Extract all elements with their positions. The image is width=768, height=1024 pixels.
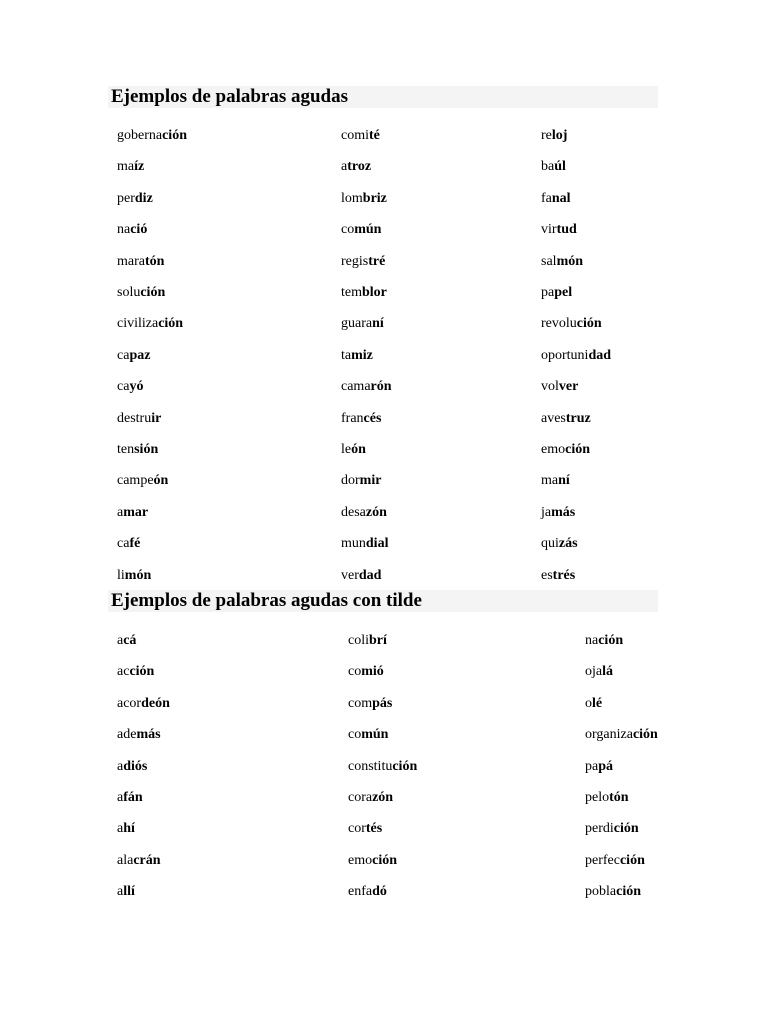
- word-stressed-syllable: troz: [347, 159, 372, 175]
- word-unstressed-part: perdi: [585, 821, 614, 837]
- word-item: [117, 473, 168, 489]
- word-stressed-syllable: dial: [365, 536, 389, 552]
- word-item: [117, 411, 161, 427]
- word-item: [541, 159, 566, 175]
- word-item: [117, 442, 158, 458]
- word-item: [117, 568, 151, 584]
- word-item: [117, 505, 148, 521]
- word-stressed-syllable: ción: [576, 316, 602, 332]
- word-stressed-syllable: món: [556, 253, 584, 269]
- word-unstressed-part: mun: [341, 536, 366, 552]
- word-stressed-syllable: ción: [616, 884, 641, 900]
- word-item: [585, 633, 623, 649]
- word-item: [541, 316, 602, 332]
- word-item: [541, 379, 578, 395]
- word-unstressed-part: constitu: [348, 758, 393, 774]
- word-unstressed-part: pelo: [585, 790, 610, 805]
- word-item: [341, 379, 392, 395]
- word-item: [117, 348, 150, 364]
- word-item: [541, 536, 578, 552]
- word-stressed-syllable: yó: [129, 379, 144, 395]
- word-stressed-syllable: lá: [602, 664, 613, 680]
- word-item: [341, 191, 387, 207]
- word-stressed-syllable: ón: [351, 442, 366, 457]
- word-stressed-syllable: ir: [151, 410, 162, 426]
- word-stressed-syllable: ción: [392, 758, 418, 774]
- word-stressed-syllable: zón: [372, 790, 394, 805]
- word-item: [341, 159, 371, 175]
- word-item: [541, 442, 590, 458]
- word-unstressed-part: qui: [541, 536, 559, 552]
- word-stressed-syllable: hí: [123, 821, 135, 837]
- word-stressed-syllable: ní: [372, 316, 384, 332]
- word-unstressed-part: vol: [541, 379, 559, 395]
- word-item: [341, 128, 380, 144]
- word-item: [585, 821, 639, 837]
- word-unstressed-part: ta: [341, 347, 352, 363]
- word-item: [117, 159, 144, 175]
- word-item: [341, 285, 387, 301]
- word-stressed-syllable: más: [551, 504, 576, 520]
- word-stressed-syllable: mún: [354, 222, 382, 238]
- word-stressed-syllable: paz: [129, 347, 151, 363]
- word-unstressed-part: ca: [117, 347, 130, 363]
- word-unstressed-part: es: [541, 567, 553, 583]
- word-unstressed-part: ver: [341, 567, 359, 583]
- word-unstressed-part: coli: [348, 633, 369, 648]
- word-item: [117, 379, 143, 395]
- word-unstressed-part: ma: [117, 159, 135, 175]
- word-item: [341, 222, 381, 238]
- word-unstressed-part: emo: [348, 852, 373, 868]
- word-unstressed-part: na: [117, 222, 131, 238]
- word-stressed-syllable: llí: [123, 884, 135, 900]
- word-stressed-syllable: mir: [359, 473, 382, 489]
- word-unstressed-part: cama: [341, 379, 371, 395]
- word-item: [117, 128, 187, 144]
- word-unstressed-part: a: [117, 821, 124, 837]
- word-unstressed-part: destru: [117, 410, 152, 426]
- word-stressed-syllable: diz: [134, 190, 153, 206]
- word-stressed-syllable: ción: [619, 852, 645, 868]
- word-unstressed-part: a: [117, 504, 124, 520]
- word-stressed-syllable: lé: [592, 695, 603, 711]
- word-item: [341, 442, 366, 458]
- word-stressed-syllable: ción: [129, 664, 155, 680]
- word-unstressed-part: ac: [117, 664, 130, 680]
- word-item: [341, 568, 381, 584]
- word-unstressed-part: le: [341, 442, 352, 457]
- word-stressed-syllable: tré: [368, 253, 386, 269]
- word-stressed-syllable: mún: [361, 727, 389, 743]
- word-item: [117, 285, 165, 301]
- word-unstressed-part: ala: [117, 852, 134, 868]
- word-item: [541, 285, 572, 301]
- word-stressed-syllable: nal: [551, 190, 571, 206]
- word-stressed-syllable: fán: [123, 790, 143, 805]
- word-stressed-syllable: más: [136, 727, 161, 743]
- word-item: [341, 536, 388, 552]
- word-item: [348, 853, 397, 869]
- word-item: [117, 759, 147, 775]
- word-unstressed-part: goberna: [117, 128, 163, 143]
- word-stressed-syllable: zás: [558, 536, 578, 552]
- word-stressed-syllable: tón: [609, 790, 629, 805]
- word-stressed-syllable: ción: [565, 442, 590, 457]
- word-item: [117, 316, 183, 332]
- word-unstressed-part: lom: [341, 190, 363, 206]
- word-unstressed-part: desa: [341, 504, 366, 520]
- word-unstressed-part: revolu: [541, 316, 577, 332]
- word-unstressed-part: ma: [541, 473, 559, 489]
- word-unstressed-part: mara: [117, 253, 145, 269]
- word-unstressed-part: per: [117, 190, 135, 206]
- word-item: [348, 821, 382, 837]
- word-item: [541, 191, 571, 207]
- word-stressed-syllable: cá: [123, 633, 137, 648]
- word-stressed-syllable: crán: [133, 852, 161, 868]
- word-unstressed-part: o: [585, 695, 592, 711]
- word-unstressed-part: a: [117, 884, 124, 900]
- word-item: [117, 884, 135, 900]
- word-item: [117, 222, 147, 238]
- word-item: [348, 790, 393, 806]
- word-unstressed-part: ca: [117, 536, 130, 552]
- word-unstressed-part: cor: [348, 821, 366, 837]
- section-heading-agudas-con-tilde: Ejemplos de palabras agudas con tilde: [108, 590, 658, 612]
- word-stressed-syllable: tud: [556, 222, 577, 238]
- word-item: [341, 473, 381, 489]
- word-unstressed-part: solu: [117, 285, 141, 300]
- word-item: [585, 884, 641, 900]
- word-stressed-syllable: ción: [140, 285, 166, 300]
- word-item: [348, 727, 388, 743]
- word-stressed-syllable: truz: [565, 410, 591, 426]
- word-unstressed-part: campe: [117, 473, 154, 489]
- word-unstressed-part: organiza: [585, 727, 633, 743]
- word-item: [541, 254, 583, 270]
- word-unstressed-part: a: [341, 159, 348, 175]
- word-stressed-syllable: íz: [134, 159, 145, 175]
- word-unstressed-part: pobla: [585, 884, 617, 900]
- word-item: [117, 821, 135, 837]
- word-item: [541, 222, 577, 238]
- word-stressed-syllable: brí: [369, 633, 387, 648]
- word-unstressed-part: re: [541, 128, 552, 143]
- word-unstressed-part: emo: [541, 442, 566, 457]
- word-stressed-syllable: pá: [598, 758, 614, 774]
- word-unstressed-part: cora: [348, 790, 373, 805]
- word-stressed-syllable: trés: [552, 567, 576, 583]
- word-stressed-syllable: úl: [554, 159, 566, 175]
- word-item: [341, 411, 381, 427]
- word-item: [585, 790, 629, 806]
- word-unstressed-part: a: [117, 790, 124, 805]
- word-item: [341, 316, 384, 332]
- word-stressed-syllable: dad: [358, 567, 382, 583]
- word-item: [541, 128, 567, 144]
- word-stressed-syllable: dad: [588, 347, 612, 363]
- word-stressed-syllable: tón: [144, 253, 165, 269]
- word-stressed-syllable: món: [124, 567, 152, 583]
- word-unstressed-part: enfa: [348, 884, 373, 900]
- word-stressed-syllable: ní: [558, 473, 570, 489]
- word-stressed-syllable: briz: [362, 190, 387, 206]
- word-unstressed-part: acor: [117, 695, 142, 711]
- word-item: [585, 853, 645, 869]
- word-stressed-syllable: mar: [123, 504, 149, 520]
- word-item: [585, 727, 658, 743]
- word-stressed-syllable: fé: [129, 536, 141, 552]
- word-item: [348, 884, 387, 900]
- word-item: [585, 664, 613, 680]
- word-unstressed-part: aves: [541, 410, 566, 426]
- word-item: [117, 696, 170, 712]
- word-unstressed-part: ten: [117, 442, 135, 457]
- word-stressed-syllable: deón: [141, 695, 170, 711]
- word-unstressed-part: oportuni: [541, 347, 589, 363]
- word-item: [541, 411, 591, 427]
- word-stressed-syllable: dó: [372, 884, 387, 900]
- word-unstressed-part: a: [117, 633, 124, 648]
- word-item: [117, 536, 140, 552]
- word-item: [341, 348, 373, 364]
- word-item: [348, 633, 387, 649]
- word-unstressed-part: dor: [341, 473, 360, 489]
- word-item: [585, 759, 613, 775]
- word-stressed-syllable: cés: [363, 410, 382, 426]
- word-unstressed-part: comi: [341, 128, 369, 143]
- word-unstressed-part: regis: [341, 253, 369, 269]
- word-unstressed-part: co: [341, 222, 355, 238]
- word-stressed-syllable: ver: [558, 379, 579, 395]
- word-unstressed-part: ade: [117, 727, 137, 743]
- word-item: [541, 348, 611, 364]
- word-stressed-syllable: zón: [365, 504, 387, 520]
- word-stressed-syllable: pel: [554, 285, 573, 300]
- word-item: [341, 505, 387, 521]
- word-stressed-syllable: mió: [361, 664, 384, 680]
- word-item: [117, 633, 136, 649]
- word-unstressed-part: tem: [341, 285, 362, 300]
- word-unstressed-part: fa: [541, 190, 552, 206]
- word-item: [341, 254, 385, 270]
- word-item: [117, 254, 164, 270]
- word-item: [348, 664, 384, 680]
- word-unstressed-part: a: [117, 758, 124, 774]
- word-unstressed-part: pa: [541, 285, 555, 300]
- word-stressed-syllable: ción: [158, 316, 184, 332]
- word-item: [541, 568, 575, 584]
- word-stressed-syllable: ción: [632, 727, 658, 743]
- word-stressed-syllable: diós: [123, 758, 148, 774]
- word-unstressed-part: sal: [541, 253, 557, 269]
- word-unstressed-part: vir: [541, 222, 557, 238]
- word-stressed-syllable: blor: [362, 285, 387, 300]
- word-item: [541, 505, 575, 521]
- word-unstressed-part: oja: [585, 664, 603, 680]
- word-item: [348, 696, 392, 712]
- word-stressed-syllable: sión: [134, 442, 159, 457]
- word-stressed-syllable: pás: [372, 695, 393, 711]
- word-unstressed-part: guara: [341, 316, 373, 332]
- word-stressed-syllable: miz: [351, 347, 373, 363]
- word-unstressed-part: co: [348, 664, 362, 680]
- word-item: [117, 191, 153, 207]
- word-item: [117, 853, 161, 869]
- word-item: [117, 790, 143, 806]
- word-unstressed-part: li: [117, 567, 125, 583]
- word-unstressed-part: pa: [585, 758, 599, 774]
- word-unstressed-part: ca: [117, 379, 130, 395]
- section-heading-agudas: Ejemplos de palabras agudas: [108, 86, 658, 108]
- word-stressed-syllable: ción: [598, 633, 624, 648]
- word-stressed-syllable: ón: [153, 473, 169, 489]
- word-unstressed-part: co: [348, 727, 362, 743]
- word-stressed-syllable: té: [369, 128, 380, 143]
- word-stressed-syllable: ció: [130, 222, 148, 238]
- word-unstressed-part: com: [348, 695, 373, 711]
- word-stressed-syllable: tés: [365, 821, 383, 837]
- word-unstressed-part: perfec: [585, 852, 620, 868]
- word-unstressed-part: na: [585, 633, 599, 648]
- word-unstressed-part: ba: [541, 159, 555, 175]
- word-unstressed-part: fran: [341, 410, 364, 426]
- word-stressed-syllable: rón: [370, 379, 392, 395]
- word-item: [348, 759, 417, 775]
- word-item: [585, 696, 602, 712]
- word-stressed-syllable: ción: [613, 821, 639, 837]
- word-item: [117, 664, 154, 680]
- word-item: [117, 727, 161, 743]
- word-unstressed-part: civiliza: [117, 316, 159, 332]
- word-unstressed-part: ja: [541, 504, 552, 520]
- word-item: [541, 473, 570, 489]
- word-stressed-syllable: loj: [551, 128, 568, 143]
- word-stressed-syllable: ción: [372, 852, 397, 868]
- word-stressed-syllable: ción: [162, 128, 187, 143]
